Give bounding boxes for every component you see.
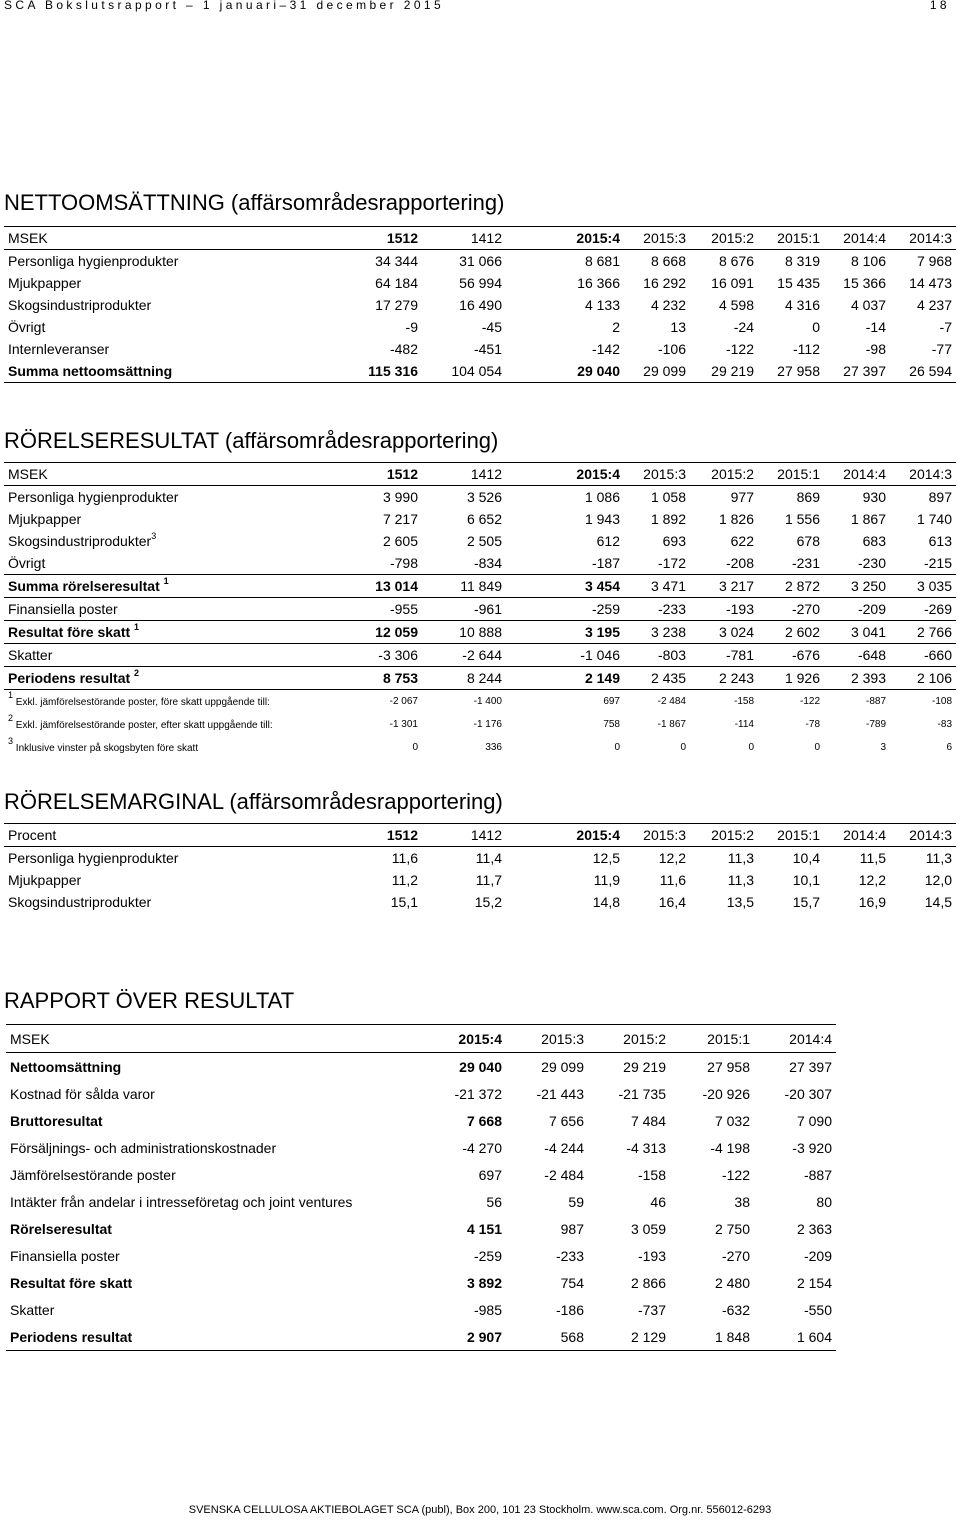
table-row-total: Resultat före skatt 3 892 754 2 866 2 480 2 154 bbox=[10, 1274, 832, 1291]
table-row: Kostnad för sålda varor -21 372 -21 443 -21 735 -20 926 -20 307 bbox=[10, 1085, 832, 1102]
table-rorelseresultat bbox=[4, 462, 956, 690]
table-header-row: Procent 1512 1412 2015:4 2015:3 2015:2 2015:1 2014:4 2014:3 bbox=[4, 824, 956, 847]
table-row: Mjukpapper 64 184 56 994 16 366 16 292 16 091 15 435 15 366 14 473 bbox=[8, 275, 952, 291]
table-row: Skogsindustriprodukter$^3$ 2 605 2 505 612 693 622 678 683 613 bbox=[8, 531, 952, 549]
table-row: Övrigt -798 -834 -187 -172 -208 -231 -230 -215 bbox=[4, 552, 956, 575]
table-row: Skogsindustriprodukter 15,1 15,2 14,8 16,4 13,5 15,7 16,9 14,5 bbox=[8, 894, 952, 910]
table-row: Finansiella poster -955 -961 -259 -233 -193 -270 -209 -269 bbox=[4, 598, 956, 621]
table-row-total: Bruttoresultat 7 668 7 656 7 484 7 032 7 090 bbox=[10, 1112, 832, 1129]
table-row-total: Periodens resultat $^2$ 8 753 8 244 2 149 2 435 2 243 1 926 2 393 2 106 bbox=[4, 667, 956, 690]
table-row: Skogsindustriprodukter 17 279 16 490 4 133 4 232 4 598 4 316 4 037 4 237 bbox=[8, 297, 952, 313]
section-title-rorelseresultat: RÖRELSERESULTAT (affärsområdesrapportering) bbox=[4, 428, 499, 453]
report-title: SCA Bokslutsrapport – 1 januari–31 december 2015 bbox=[4, 0, 445, 12]
table-nettoomsattning bbox=[4, 226, 956, 383]
table-header-row: MSEK 2015:4 2015:3 2015:2 2015:1 2014:4 bbox=[6, 1025, 836, 1053]
table-row-total: Rörelseresultat 4 151 987 3 059 2 750 2 363 bbox=[10, 1220, 832, 1237]
table-rorelsemarginal bbox=[4, 823, 956, 913]
table-row-total: Summa rörelseresultat $^1$ 13 014 11 849 3 454 3 471 3 217 2 872 3 250 3 035 bbox=[4, 575, 956, 598]
footnote-row: $^3$ Inklusive vinster på skogsbyten före skatt 0 336 0 0 0 0 3 6 bbox=[8, 736, 952, 754]
table-row: Internleveranser -482 -451 -142 -106 -122 -112 -98 -77 bbox=[8, 341, 952, 357]
page-number: 18 bbox=[929, 0, 950, 12]
table-row: Jämförelsestörande poster 697 -2 484 -158 -122 -887 bbox=[10, 1166, 832, 1183]
table-row: Personliga hygienprodukter 3 990 3 526 1 086 1 058 977 869 930 897 bbox=[8, 489, 952, 505]
table-rapport bbox=[6, 1024, 836, 1351]
table-row-total: Periodens resultat 2 907 568 2 129 1 848 1 604 bbox=[6, 1323, 836, 1351]
table-row: Intäkter från andelar i intresseföretag och joint ventures 56 59 46 38 80 bbox=[10, 1193, 832, 1210]
table-row: Finansiella poster -259 -233 -193 -270 -209 bbox=[10, 1247, 832, 1264]
table-row: Försäljnings- och administrationskostnader -4 270 -4 244 -4 313 -4 198 -3 920 bbox=[10, 1139, 832, 1156]
section-title-nettoomsattning: NETTOOMSÄTTNING (affärsområdesrapportering) bbox=[4, 190, 505, 215]
table-header-row: MSEK 1512 1412 2015:4 2015:3 2015:2 2015:1 2014:4 2014:3 bbox=[4, 463, 956, 486]
footnote-row: $^2$ Exkl. jämförelsestörande poster, efter skatt uppgående till: -1 301 -1 176 758 -1 867 -114 -78 -789 -83 bbox=[8, 713, 952, 731]
page-header bbox=[0, 0, 960, 14]
table-row: Mjukpapper 7 217 6 652 1 943 1 892 1 826 1 556 1 867 1 740 bbox=[8, 511, 952, 527]
table-row: Personliga hygienprodukter 11,6 11,4 12,5 12,2 11,3 10,4 11,5 11,3 bbox=[8, 850, 952, 866]
page-footer: SVENSKA CELLULOSA AKTIEBOLAGET SCA (publ), Box 200, 101 23 Stockholm. www.sca.com. Org.nr. 556012-6293 bbox=[188, 1504, 772, 1516]
section-title-rapport: RAPPORT ÖVER RESULTAT bbox=[4, 988, 295, 1013]
footnote-ref: 1 bbox=[163, 576, 169, 586]
footnotes-table bbox=[4, 690, 956, 759]
table-row-total: Summa nettoomsättning 115 316 104 054 29 040 29 099 29 219 27 958 27 397 26 594 bbox=[4, 360, 956, 383]
footnote-ref: 1 bbox=[134, 622, 140, 632]
table-header-row: MSEK 1512 1412 2015:4 2015:3 2015:2 2015:1 2014:4 2014:3 bbox=[4, 227, 956, 250]
table-row: Skatter -3 306 -2 644 -1 046 -803 -781 -676 -648 -660 bbox=[4, 644, 956, 667]
table-row-total: Nettoomsättning 29 040 29 099 29 219 27 958 27 397 bbox=[10, 1058, 832, 1075]
table-row: Skatter -985 -186 -737 -632 -550 bbox=[10, 1301, 832, 1318]
section-title-rorelsemarginal: RÖRELSEMARGINAL (affärsområdesrapportering) bbox=[4, 789, 503, 814]
table-row: Övrigt -9 -45 2 13 -24 0 -14 -7 bbox=[8, 319, 952, 335]
table-row-total: Resultat före skatt $^1$ 12 059 10 888 3 195 3 238 3 024 2 602 3 041 2 766 bbox=[4, 621, 956, 644]
footnote-row: $^1$ Exkl. jämförelsestörande poster, före skatt uppgående till: -2 067 -1 400 697 -2 484 -158 -122 -887 -108 bbox=[8, 690, 952, 708]
footnote-ref: 2 bbox=[134, 668, 140, 678]
footnote-ref: 3 bbox=[151, 531, 157, 541]
table-row: Personliga hygienprodukter 34 344 31 066 8 681 8 668 8 676 8 319 8 106 7 968 bbox=[8, 253, 952, 269]
table-row: Mjukpapper 11,2 11,7 11,9 11,6 11,3 10,1 12,2 12,0 bbox=[8, 872, 952, 888]
